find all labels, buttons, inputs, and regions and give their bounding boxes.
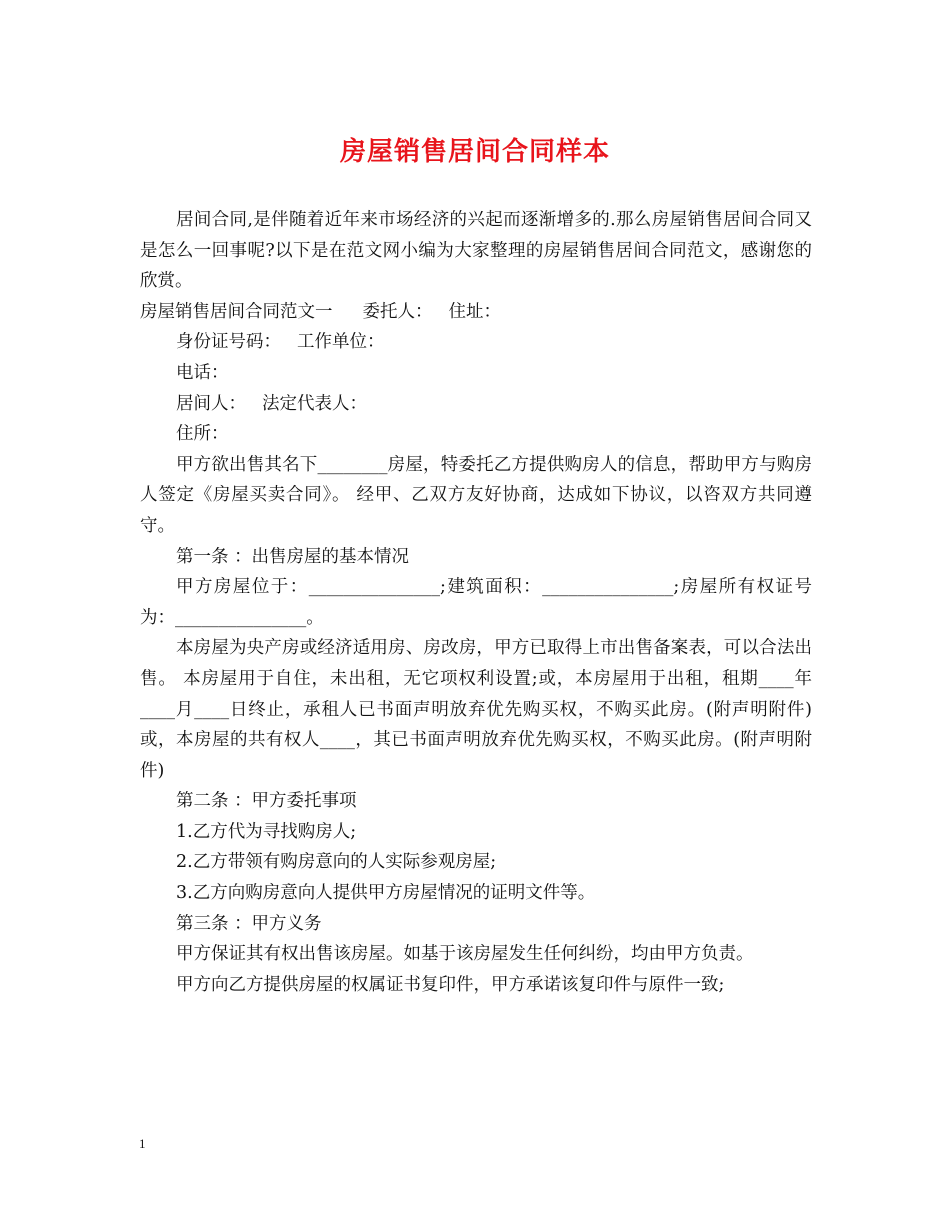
party-line-residence: 住所：: [176, 424, 229, 445]
intro-paragraph: 居间合同,是伴随着近年来市场经济的兴起而逐渐增多的.那么房屋销售居间合同又是怎么一回事呢?以下是在范文网小编为大家整理的房屋销售居间合同范文，感谢您的欣赏。: [140, 210, 812, 292]
party-line-principal: [140, 297, 812, 328]
id-label: 身份证号码：: [176, 332, 281, 353]
sample-heading: 房屋销售居间合同范文一: [140, 301, 333, 322]
address-label: 住址：: [448, 301, 501, 322]
article-2-heading: 第二条 ：甲方委托事项: [176, 791, 357, 812]
principal-label: 委托人：: [362, 301, 433, 322]
work-label: 工作单位：: [297, 332, 385, 353]
party-line-id: [140, 327, 812, 358]
legal-rep-label: 法定代表人：: [262, 393, 367, 414]
broker-label: 居间人：: [176, 393, 246, 414]
article-3-line: 甲方保证其有权出售该房屋。如基于该房屋发生任何纠纷，均由甲方负责。: [176, 944, 754, 965]
article-1-details: 本房屋为央产房或经济适用房、房改房，甲方已取得上市出售备案表，可以合法出售。 本房屋用于自住，未出租，无它项权利设置;或，本房屋用于出租，租期____年____月____日终止，承租人已书面声明放弃优先购买权，不购买此房。(附声明附件)或，本房屋的共有权人____，其已书面声明放弃优先购买权，不购买此房。(附声明附件): [140, 638, 812, 781]
party-line-phone: 电话：: [176, 362, 229, 383]
article-1-location: 甲方房屋位于：_______________;建筑面积：_______________;房屋所有权证号为：_______________。: [140, 577, 812, 628]
article-3-heading: 第三条 ：甲方义务: [176, 913, 322, 934]
document-body: [140, 205, 812, 1000]
article-2-item: 1.乙方代为寻找购房人;: [176, 821, 357, 842]
article-1-heading: 第一条 ：出售房屋的基本情况: [176, 546, 410, 567]
document-title: 房屋销售居间合同样本: [339, 137, 610, 167]
article-2-item: 3.乙方向购房意向人提供甲方房屋情况的证明文件等。: [176, 883, 596, 904]
article-3-line: 甲方向乙方提供房屋的权属证书复印件，甲方承诺该复印件与原件一致;: [176, 974, 725, 995]
party-line-broker: [140, 389, 812, 420]
article-2-item: 2.乙方带领有购房意向的人实际参观房屋;: [176, 852, 497, 873]
purpose-paragraph: 甲方欲出售其名下________房屋，特委托乙方提供购房人的信息，帮助甲方与购房人签定《房屋买卖合同》。 经甲、乙双方友好协商，达成如下协议，以咨双方共同遵守。: [140, 454, 812, 536]
page-number: 1: [139, 1136, 146, 1151]
